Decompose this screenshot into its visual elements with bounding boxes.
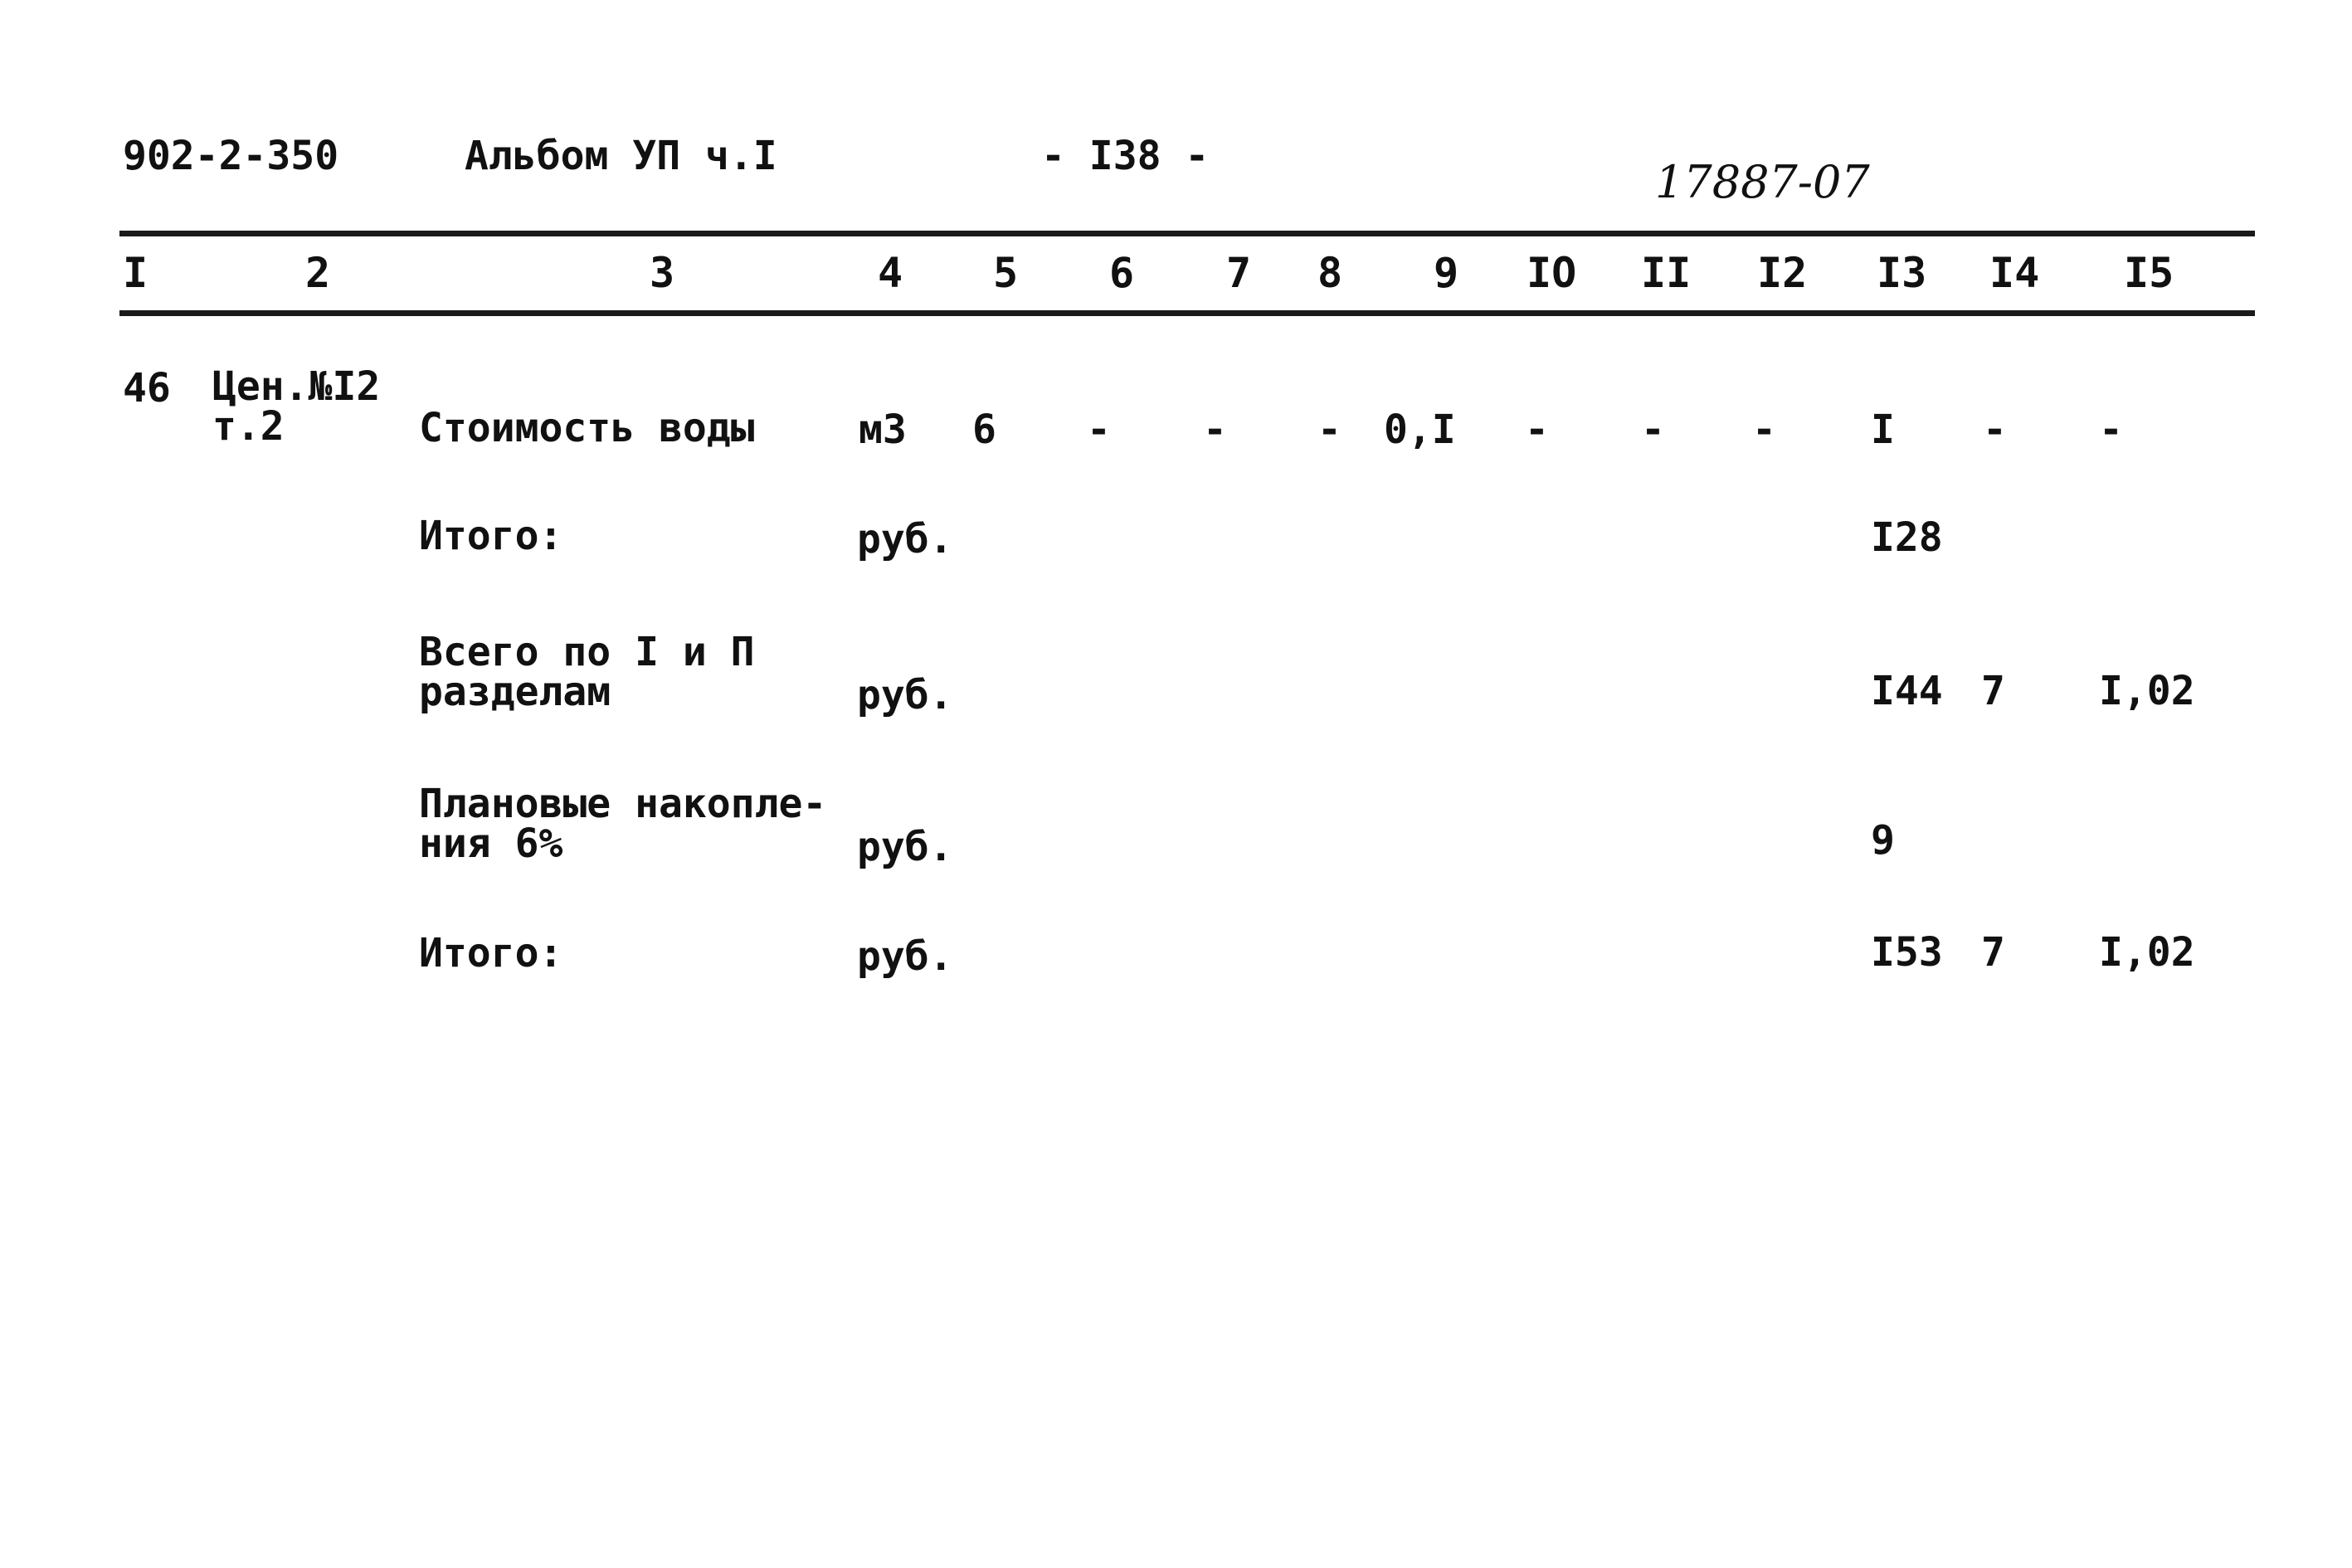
column-header: 7	[1226, 249, 1252, 297]
column-header: I4	[1989, 249, 2040, 297]
unit: руб.	[857, 516, 953, 562]
column-header: 6	[1109, 249, 1135, 297]
column-header: 5	[993, 249, 1019, 297]
cell-col15: I,02	[2099, 668, 2195, 714]
cell-col14: 7	[1981, 668, 2005, 714]
document-code: 902-2-350	[123, 133, 339, 179]
cell-col8: -	[1317, 407, 1342, 453]
cell-col15: I,02	[2099, 929, 2195, 976]
cell-col9: 0,I	[1384, 407, 1456, 453]
top-rule	[119, 231, 2255, 236]
cell-col11: -	[1641, 407, 1665, 453]
item-name: Итого:	[419, 513, 563, 559]
cell-col6: -	[1087, 407, 1111, 453]
cell-col13: I44	[1871, 668, 1943, 714]
column-header: I5	[2124, 249, 2174, 297]
item-name: Плановые накопле-	[419, 781, 827, 827]
price-reference: Цен.№I2	[212, 363, 381, 410]
unit: руб.	[857, 672, 953, 718]
column-header: IO	[1527, 249, 1577, 297]
column-header: 9	[1434, 249, 1459, 297]
cell-col13: 9	[1871, 817, 1895, 864]
cell-col15: -	[2099, 407, 2123, 453]
column-header: I	[123, 249, 149, 297]
column-header: 4	[878, 249, 903, 297]
column-header: 3	[650, 249, 675, 297]
album-title: Альбом УП	[465, 133, 681, 179]
column-header: I2	[1757, 249, 1808, 297]
item-name-line2: разделам	[419, 669, 611, 715]
cell-col14: 7	[1981, 929, 2005, 976]
column-header: 8	[1317, 249, 1343, 297]
cell-col5: 6	[972, 407, 996, 453]
album-part: ч.I	[705, 133, 777, 179]
item-name-line2: ния 6%	[419, 821, 563, 867]
item-name: Всего по I и П	[419, 629, 755, 675]
cell-col13: I	[1871, 407, 1895, 453]
column-header: 2	[305, 249, 331, 297]
item-name: Стоимость воды	[419, 405, 755, 451]
cell-col7: -	[1203, 407, 1227, 453]
column-header: II	[1641, 249, 1692, 297]
cell-col10: -	[1525, 407, 1549, 453]
unit: м3	[859, 407, 907, 453]
cell-col14: -	[1983, 407, 2007, 453]
unit: руб.	[857, 824, 953, 870]
price-reference-table: т.2	[212, 403, 285, 450]
inventory-number: 17887-07	[1655, 156, 1870, 208]
cell-col12: -	[1752, 407, 1776, 453]
cell-col13: I28	[1871, 514, 1943, 561]
cell-col13: I53	[1871, 929, 1943, 976]
unit: руб.	[857, 933, 953, 980]
header-bottom-rule	[119, 310, 2255, 316]
item-name: Итого:	[419, 930, 563, 976]
page-number: - I38 -	[1041, 133, 1210, 179]
column-header: I3	[1877, 249, 1927, 297]
row-number: 46	[123, 365, 171, 411]
